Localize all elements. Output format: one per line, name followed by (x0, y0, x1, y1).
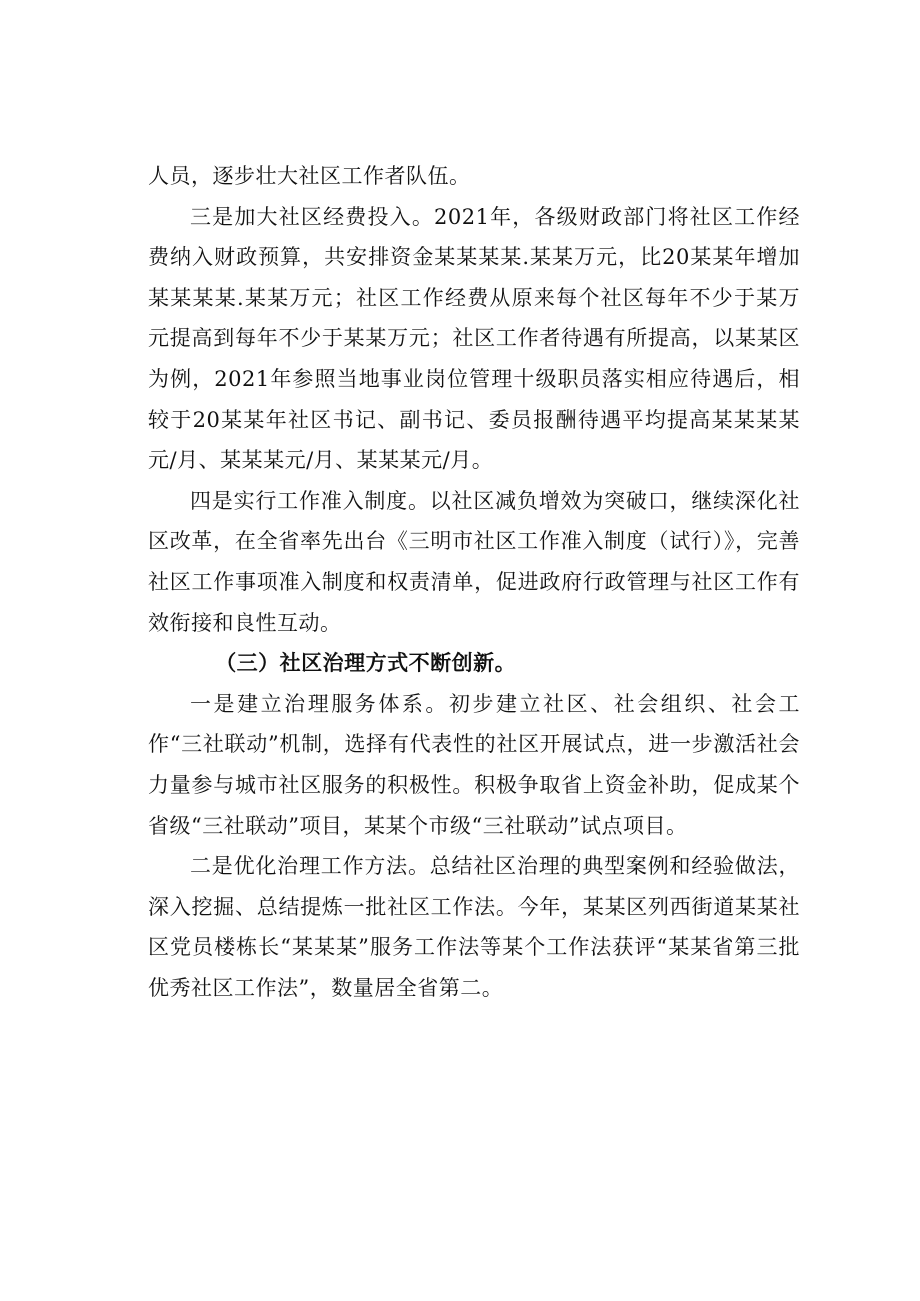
paragraph-access-system: 四是实行工作准入制度。以社区减负增效为突破口，继续深化社区改革，在全省率先出台《三明市社区工作准入制度（试行）》，完善社区工作事项准入制度和权责清单，促进政府行政管理与社区工作有效衔接和良性互动。 (148, 488, 800, 635)
paragraph-service-system: 一是建立治理服务体系。初步建立社区、社会组织、社会工作“三社联动”机制，选择有代表性的社区开展试点，进一步激活社会力量参与城市社区服务的积极性。积极争取省上资金补助，促成某个省级“三社联动”项目，某某个市级“三社联动”试点项目。 (148, 691, 800, 838)
paragraph-work-methods: 二是优化治理工作方法。总结社区治理的典型案例和经验做法，深入挖掘、总结提炼一批社区工作法。今年，某某区列西街道某某社区党员楼栋长“某某某”服务工作法等某个工作法获评“某某省第三批优秀社区工作法”，数量居全省第二。 (148, 854, 800, 1000)
section-heading: （三）社区治理方式不断创新。 (215, 651, 517, 676)
document-body (148, 156, 800, 1008)
paragraph-funding: 三是加大社区经费投入。2021年，各级财政部门将社区工作经费纳入财政预算，共安排资金某某某某.某某万元，比20某某年增加某某某某.某某万元；社区工作经费从原来每个社区每年不少于某万元提高到每年不少于某某万元；社区工作者待遇有所提高，以某某区为例，2021年参照当地事业岗位管理十级职员落实相应待遇后，相较于20某某年社区书记、副书记、委员报酬待遇平均提高某某某某元/月、某某某元/月、某某某元/月。 (148, 204, 800, 473)
paragraph-continuation: 人员，逐步壮大社区工作者队伍。 (148, 164, 471, 188)
